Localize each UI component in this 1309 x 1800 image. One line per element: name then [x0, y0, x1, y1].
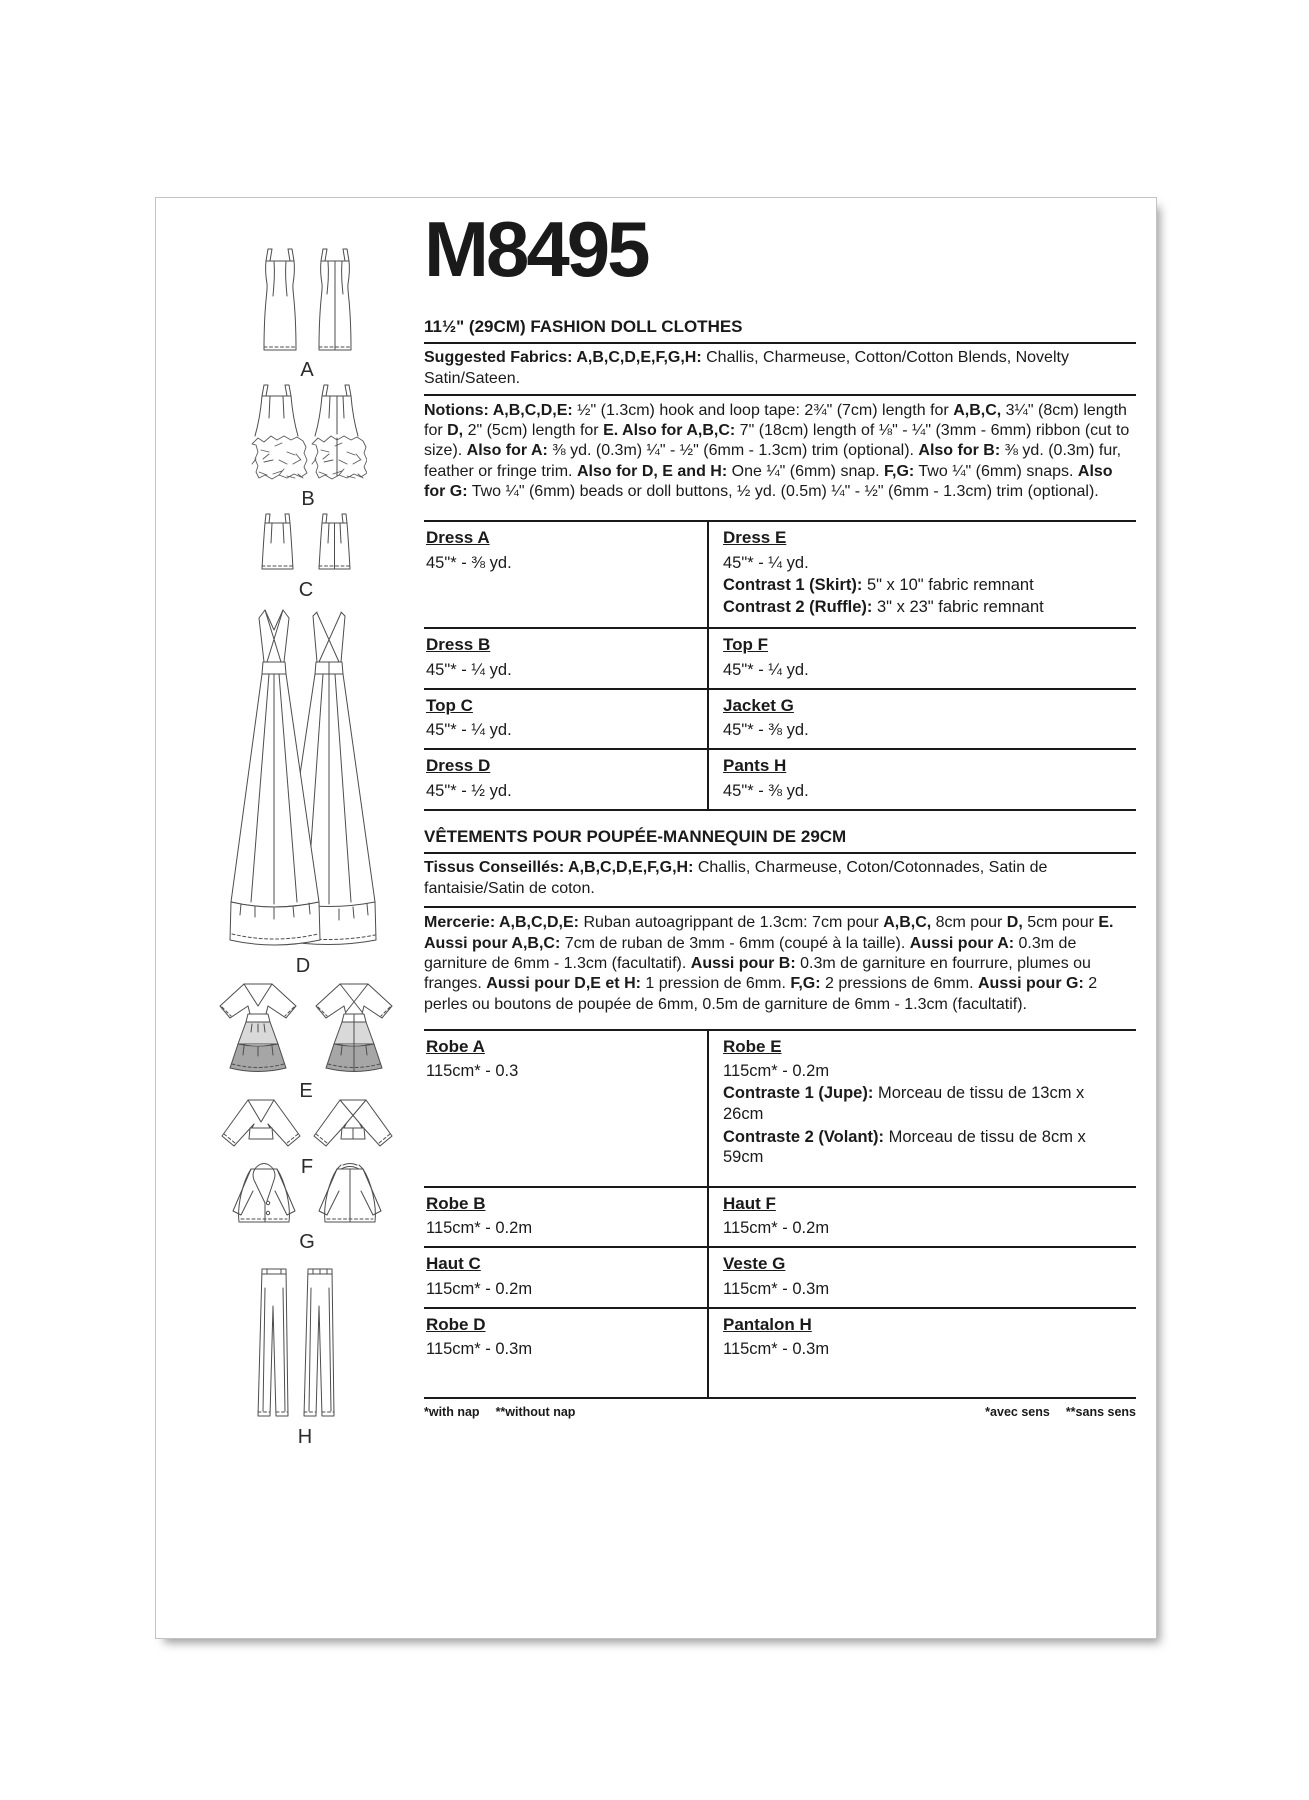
garment-b-drawing	[249, 384, 367, 484]
cell-contrast-1: Contrast 1 (Skirt): 5" x 10" fabric remnant	[723, 575, 1034, 594]
cell-contrast-2: Contrast 2 (Ruffle): 3" x 23" fabric remnant	[723, 598, 1044, 617]
cell-value: 45"* - ¼ yd.	[723, 553, 809, 572]
yardage-table-english	[424, 520, 1136, 811]
table-row	[424, 1188, 1136, 1249]
cell-value: 45"* - ⅜ yd.	[723, 781, 809, 800]
cell-robe-d	[424, 1309, 707, 1397]
suggested-fabrics-line: Suggested Fabrics: A,B,C,D,E,F,G,H: Challis, Charmeuse, Cotton/Cotton Blends, Novelty Satin/Sateen.	[424, 344, 1136, 395]
cell-title: Top F	[723, 635, 768, 655]
cell-title: Haut C	[426, 1254, 481, 1274]
garment-e-figure	[208, 976, 404, 1101]
garment-b-figure	[248, 384, 368, 509]
garment-d-label: D	[295, 955, 311, 977]
cell-dress-a	[424, 522, 707, 627]
garment-h-drawing	[246, 1266, 364, 1422]
cell-title: Pants H	[723, 756, 787, 776]
cell-title: Dress A	[426, 528, 490, 548]
divider	[707, 522, 709, 809]
garment-e-label: E	[299, 1080, 313, 1102]
cell-haut-c	[424, 1248, 707, 1307]
cell-title: Robe D	[426, 1314, 486, 1334]
divider	[707, 1031, 709, 1397]
cell-value: 45"* - ¼ yd.	[723, 660, 809, 679]
footnote-sans-sens: **sans sens	[1065, 1404, 1136, 1419]
table-row	[424, 750, 1136, 809]
garment-h-label: H	[297, 1426, 313, 1448]
cell-value: 115cm* - 0.3m	[426, 1340, 533, 1359]
garment-d-drawing	[229, 596, 377, 951]
cell-title: Robe E	[723, 1036, 782, 1056]
garment-g-figure	[219, 1161, 395, 1252]
cell-title: Jacket G	[723, 695, 794, 715]
cell-value: 115cm* - 0.2m	[426, 1279, 533, 1298]
cell-top-c	[424, 690, 707, 749]
text-column	[424, 205, 1136, 1419]
notions-paragraph: Notions: A,B,C,D,E: ½" (1.3cm) hook and loop tape: 2¾" (7cm) length for A,B,C, 3¼" (8cm) length for D, 2" (5cm) length for E. Also for A,B,C: 7" (18cm) length of ⅛" - ¼" (3mm - 6mm) ribbon (cut to size). Also for A: ⅜ yd. (0.3m) ¼" - ½" (6mm - 1.3cm) trim (optional). Also for B: ⅜ yd. (0.3m) fur, feather or fringe trim. Also for D, E and H: One ¼" (6mm) snap. F,G: Two ¼" (6mm) snaps. Also for G: Two ¼" (6mm) beads or doll buttons, ½ yd. (0.5m) ¼" - ½" (6mm - 1.3cm) trim (optional).	[424, 401, 1130, 500]
cell-robe-a	[424, 1031, 707, 1186]
footnote-with-nap: *with nap	[424, 1404, 480, 1419]
cell-title: Robe B	[426, 1193, 486, 1213]
table-row	[424, 1309, 1136, 1397]
cell-jacket-g	[707, 690, 1136, 749]
cell-title: Veste G	[723, 1254, 786, 1274]
footnotes-row	[424, 1405, 1136, 1419]
cell-contraste-1: Contraste 1 (Jupe): Morceau de tissu de 13cm x 26cm	[723, 1084, 1085, 1124]
cell-value: 115cm* - 0.2m	[723, 1062, 830, 1081]
garment-g-drawing	[221, 1161, 393, 1227]
cell-title: Pantalon H	[723, 1314, 812, 1334]
cell-robe-e	[707, 1031, 1136, 1186]
mercerie-paragraph: Mercerie: A,B,C,D,E: Ruban autoagrippant de 1.3cm: 7cm pour A,B,C, 8cm pour D, 5cm pour E. Aussi pour A,B,C: 7cm de ruban de 3mm - 6mm (coupé à la taille). Aussi pour A: 0.3m de garniture de 6mm - 1.3cm (facultatif). Aussi pour B: 0.3m de garniture en fourrure, plumes ou franges. Aussi pour D,E et H: 1 pression de 6mm. F,G: 2 pressions de 6mm. Aussi pour G: 2 perles ou boutons de poupée de 6mm, 0.5m de garniture de 6mm - 1.3cm (facultatif).	[424, 914, 1114, 1013]
cell-value: 115cm* - 0.3m	[723, 1340, 830, 1359]
garment-c-figure	[251, 513, 361, 600]
table-row	[424, 1031, 1136, 1188]
pattern-number-title: M8495	[424, 205, 648, 293]
cell-title: Dress D	[426, 756, 491, 776]
cell-value: 115cm* - 0.3	[426, 1062, 519, 1081]
garment-h-figure	[244, 1266, 366, 1447]
cell-pantalon-h	[707, 1309, 1136, 1397]
garment-c-drawing	[252, 513, 360, 575]
footnote-without-nap: **without nap	[495, 1404, 576, 1419]
pattern-envelope-back-sheet	[155, 197, 1157, 1639]
garment-a-label: A	[300, 359, 314, 381]
cell-value: 45"* - ¼ yd.	[426, 721, 512, 740]
cell-dress-e	[707, 522, 1136, 627]
garment-a-drawing	[255, 248, 360, 355]
table-row	[424, 522, 1136, 629]
cell-top-f	[707, 629, 1136, 688]
cell-dress-d	[424, 750, 707, 809]
cell-pants-h	[707, 750, 1136, 809]
cell-dress-b	[424, 629, 707, 688]
table-row	[424, 690, 1136, 751]
cell-value: 115cm* - 0.2m	[723, 1219, 830, 1238]
cell-value: 115cm* - 0.2m	[426, 1219, 533, 1238]
tissus-conseilles-line: Tissus Conseillés: A,B,C,D,E,F,G,H: Challis, Charmeuse, Coton/Cotonnades, Satin de fantaisie/Satin de coton.	[424, 854, 1136, 909]
cell-veste-g	[707, 1248, 1136, 1307]
garment-e-drawing	[210, 976, 402, 1076]
cell-value: 45"* - ¼ yd.	[426, 660, 512, 679]
cell-robe-b	[424, 1188, 707, 1247]
footnote-english	[424, 1405, 575, 1419]
garment-f-drawing	[216, 1096, 398, 1152]
footnote-avec-sens: *avec sens	[985, 1404, 1050, 1419]
cell-title: Haut F	[723, 1193, 776, 1213]
cell-value: 115cm* - 0.3m	[723, 1279, 830, 1298]
cell-title: Dress E	[723, 528, 787, 548]
table-row	[424, 1248, 1136, 1309]
cell-haut-f	[707, 1188, 1136, 1247]
french-section-heading: VÊTEMENTS POUR POUPÉE-MANNEQUIN DE 29CM	[424, 827, 1136, 854]
table-row	[424, 629, 1136, 690]
cell-title: Top C	[426, 695, 473, 715]
cell-value: 45"* - ⅜ yd.	[723, 721, 809, 740]
pattern-subtitle: 11½" (29CM) FASHION DOLL CLOTHES	[424, 316, 1136, 344]
garment-f-label: F	[300, 1156, 314, 1178]
cell-value: 45"* - ⅜ yd.	[426, 553, 512, 572]
cell-title: Robe A	[426, 1036, 485, 1056]
garment-g-label: G	[299, 1231, 315, 1253]
cell-contraste-2: Contraste 2 (Volant): Morceau de tissu de 8cm x 59cm	[723, 1127, 1086, 1167]
cell-title: Dress B	[426, 635, 491, 655]
garment-c-label: C	[298, 579, 314, 601]
cell-value: 45"* - ½ yd.	[426, 781, 512, 800]
garment-a-figure	[251, 248, 363, 380]
footnote-french	[985, 1405, 1136, 1419]
yardage-table-french	[424, 1029, 1136, 1399]
garment-d-figure	[228, 596, 378, 976]
garment-b-label: B	[301, 488, 315, 510]
